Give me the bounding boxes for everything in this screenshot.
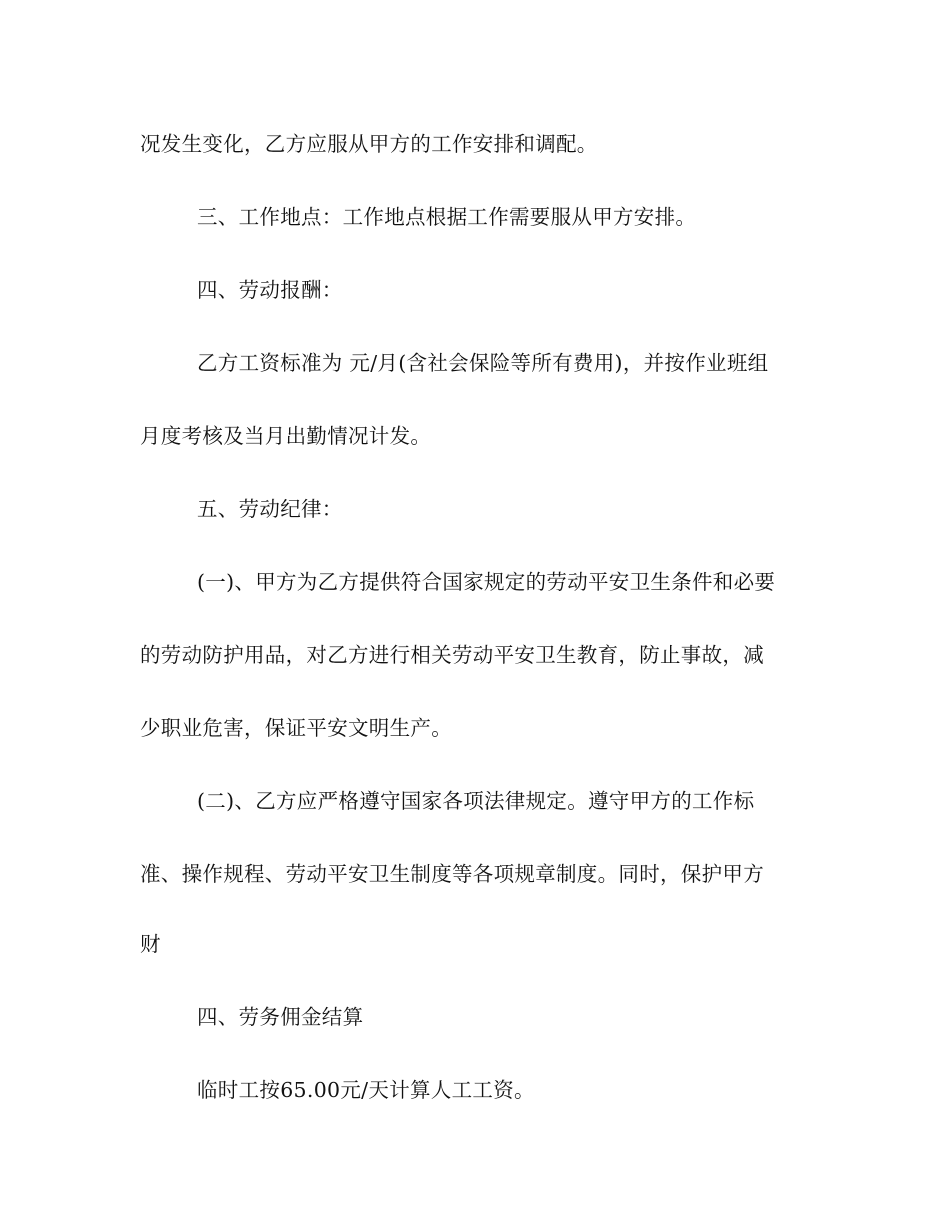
text-line: 准、操作规程、劳动平安卫生制度等各项规章制度。同时，保护甲方 [140, 862, 764, 886]
section-heading-settlement: 四、劳务佣金结算 [197, 1005, 364, 1029]
text-line: 财 [140, 932, 161, 956]
text-line: (二)、乙方应严格遵守国家各项法律规定。遵守甲方的工作标 [197, 789, 755, 813]
text-line: 的劳动防护用品，对乙方进行相关劳动平安卫生教育，防止事故，减 [140, 643, 764, 667]
section-heading-work-location: 三、工作地点：工作地点根据工作需要服从甲方安排。 [197, 205, 697, 229]
text-line: 况发生变化，乙方应服从甲方的工作安排和调配。 [140, 132, 598, 156]
text-line: 月度考核及当月出勤情况计发。 [140, 424, 432, 448]
text-line: 临时工按65.00元/天计算人工工资。 [197, 1078, 535, 1102]
section-heading-discipline: 五、劳动纪律： [197, 497, 343, 521]
text-line: (一)、甲方为乙方提供符合国家规定的劳动平安卫生条件和必要 [197, 570, 776, 594]
section-heading-remuneration: 四、劳动报酬： [197, 278, 343, 302]
text-line: 乙方工资标准为 元/月(含社会保险等所有费用)，并按作业班组 [197, 351, 769, 375]
text-line: 少职业危害，保证平安文明生产。 [140, 716, 452, 740]
